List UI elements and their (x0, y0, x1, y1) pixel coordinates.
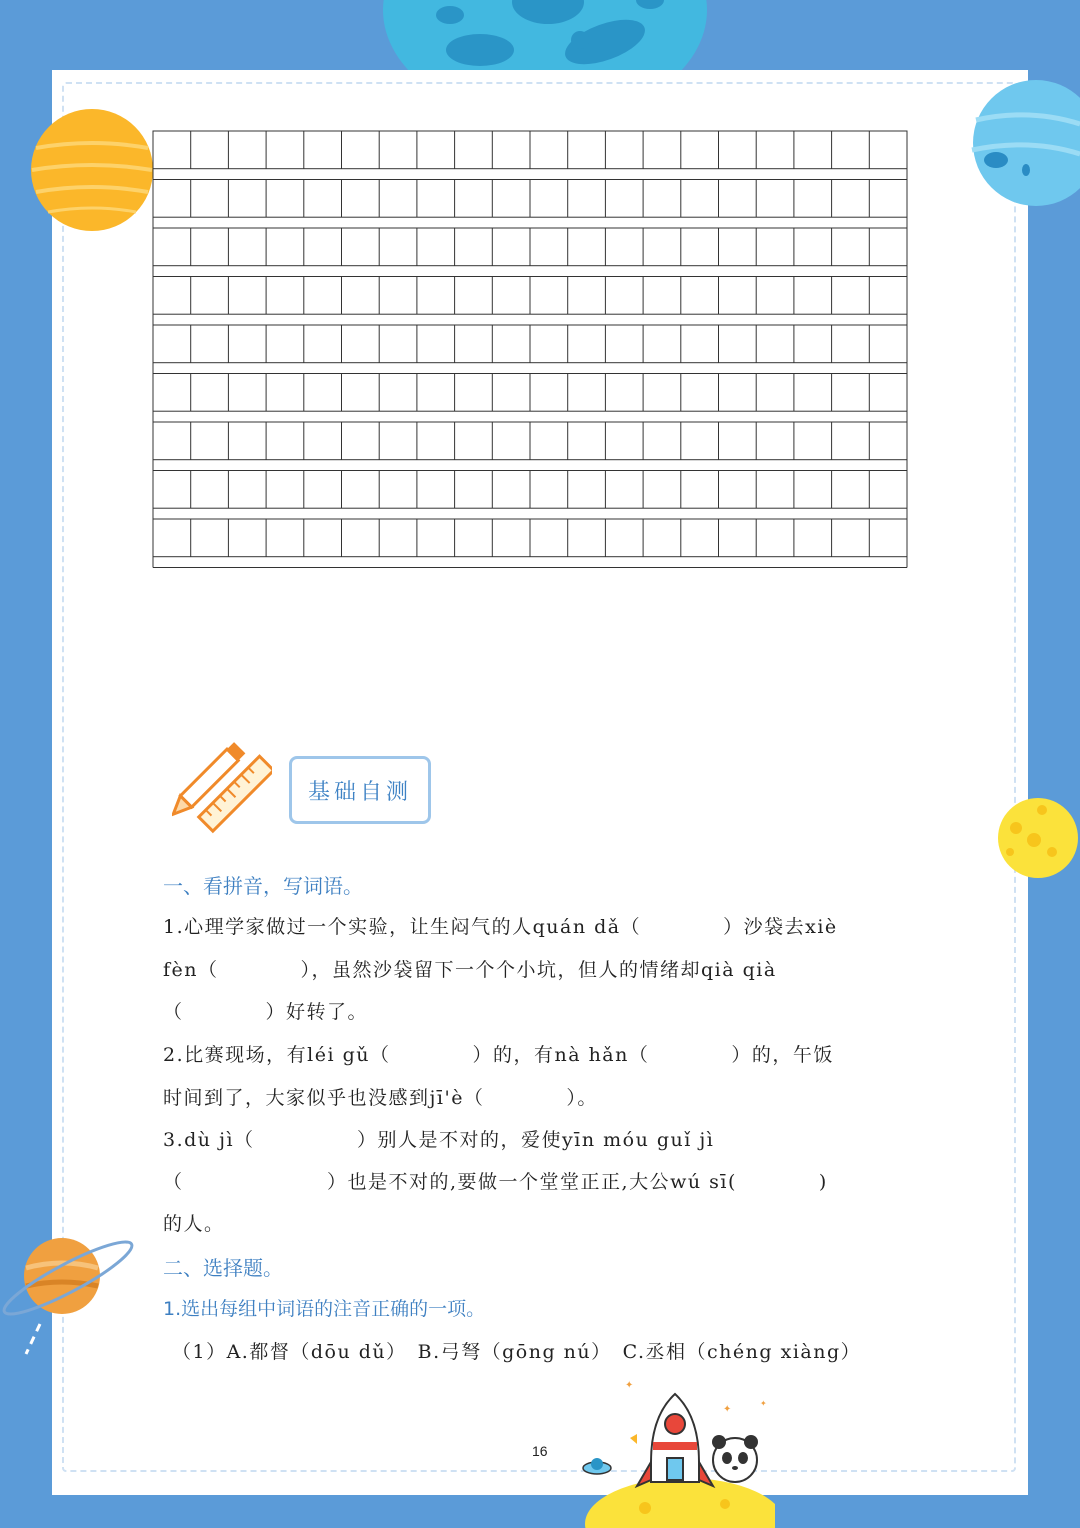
q3-line1: 3.dù jì（ ）别人是不对的，爱使yīn móu guǐ jì (163, 1129, 715, 1151)
q1-line2: fèn（ ），虽然沙袋留下一个个小坑，但人的情绪却qià qià (163, 959, 777, 981)
writing-grid (152, 130, 908, 596)
q3-line2: （ ）也是不对的,要做一个堂堂正正,大公wú sī( ) (163, 1171, 828, 1193)
part1-heading: 一、看拼音，写词语。 (163, 874, 363, 898)
q2-line1: 2.比赛现场，有léi gǔ（ ）的，有nà hǎn（ ）的，午饭 (163, 1044, 834, 1066)
sub-question-1: 1.选出每组中词语的注音正确的一项。 (163, 1298, 486, 1320)
section-tag: 基础自测 (289, 756, 431, 824)
q3-line3: 的人。 (163, 1213, 225, 1235)
q1-line3: （ ）好转了。 (163, 1001, 369, 1023)
panda-icon (712, 1435, 758, 1482)
pencil-ruler-icon (172, 738, 272, 838)
option-line: （1）A.都督（dōu dǔ） B.弓弩（gōng nú） C.丞相（chéng xiàng） (172, 1341, 862, 1363)
part2-heading: 二、选择题。 (163, 1256, 283, 1280)
ringed-planet-icon (0, 1232, 140, 1362)
svg-text:✦: ✦ (723, 1404, 732, 1415)
moon-yellow-icon (996, 798, 1080, 878)
page-number: 16 (532, 1443, 548, 1459)
q2-line2: 时间到了，大家似乎也没感到jī'è（ ）。 (163, 1087, 598, 1109)
svg-text:✦: ✦ (760, 1399, 767, 1408)
rocket-icon (575, 1376, 775, 1528)
q1-line1: 1.心理学家做过一个实验，让生闷气的人quán dǎ（ ）沙袋去xiè (163, 916, 838, 938)
planet-orange-icon (30, 108, 155, 233)
svg-text:✦: ✦ (625, 1380, 634, 1391)
planet-blue-icon (970, 80, 1080, 206)
